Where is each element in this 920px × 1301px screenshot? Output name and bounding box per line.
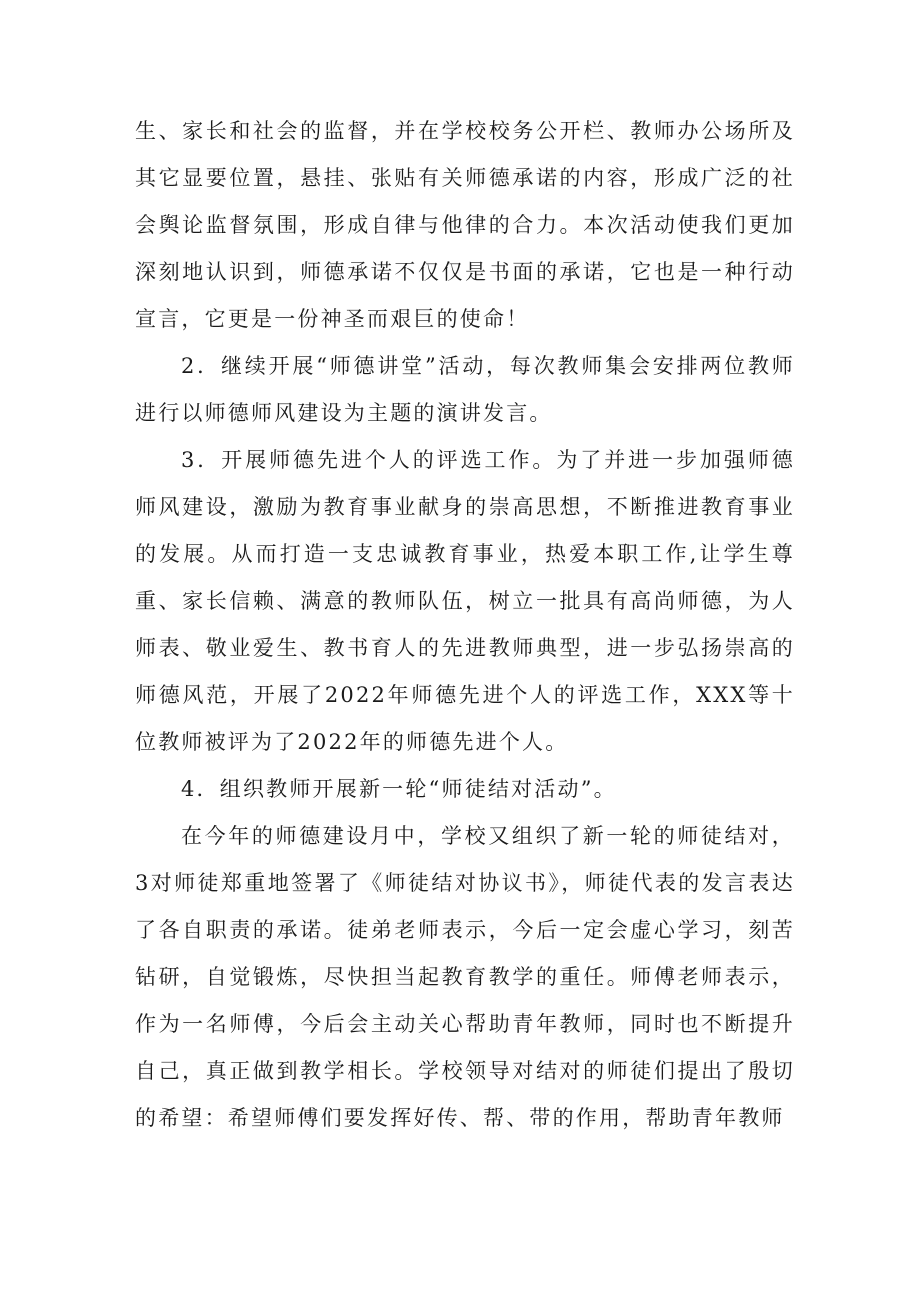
paragraph-item-4: 4．组织教师开展新一轮“师徒结对活动”。 xyxy=(181,777,617,801)
paragraph-continuation: 生、家长和社会的监督，并在学校校务公开栏、教师办公场所及其它显要位置，悬挂、张贴有关师德承诺的内容，形成广泛的社会舆论监督氛围，形成自律与他律的合力。本次活动使我们更加深刻地认识到，师德承诺不仅仅是书面的承诺，它也是一种行动宣言，它更是一份神圣而艰巨的使命！ xyxy=(135,119,795,331)
paragraph-mentorship: 在今年的师德建设月中，学校又组织了新一轮的师徒结对，3对师徒郑重地签署了《师徒结对协议书》，师徒代表的发言表达了各自职责的承诺。徒弟老师表示，今后一定会虚心学习，刻苦钻研，自觉锻炼，尽快担当起教育教学的重任。师傅老师表示，作为一名师傅，今后会主动关心帮助青年教师，同时也不断提升自己，真正做到教学相长。学校领导对结对的师徒们提出了殷切的希望：希望师傅们要发挥好传、帮、带的作用，帮助青年教师 xyxy=(135,824,795,1130)
document-body xyxy=(135,108,795,1142)
paragraph-item-3: 3．开展师德先进个人的评选工作。为了并进一步加强师德师风建设，激励为教育事业献身的崇高思想，不断推进教育事业的发展。从而打造一支忠诚教育事业，热爱本职工作,让学生尊重、家长信赖、满意的教师队伍，树立一批具有高尚师德，为人师表、敬业爱生、教书育人的先进教师典型，进一步弘扬崇高的师德风范，开展了2022年师德先进个人的评选工作，XXX等十位教师被评为了2022年的师德先进个人。 xyxy=(135,448,795,754)
paragraph-item-2: 2．继续开展“师德讲堂”活动，每次教师集会安排两位教师进行以师德师风建设为主题的演讲发言。 xyxy=(135,354,795,425)
